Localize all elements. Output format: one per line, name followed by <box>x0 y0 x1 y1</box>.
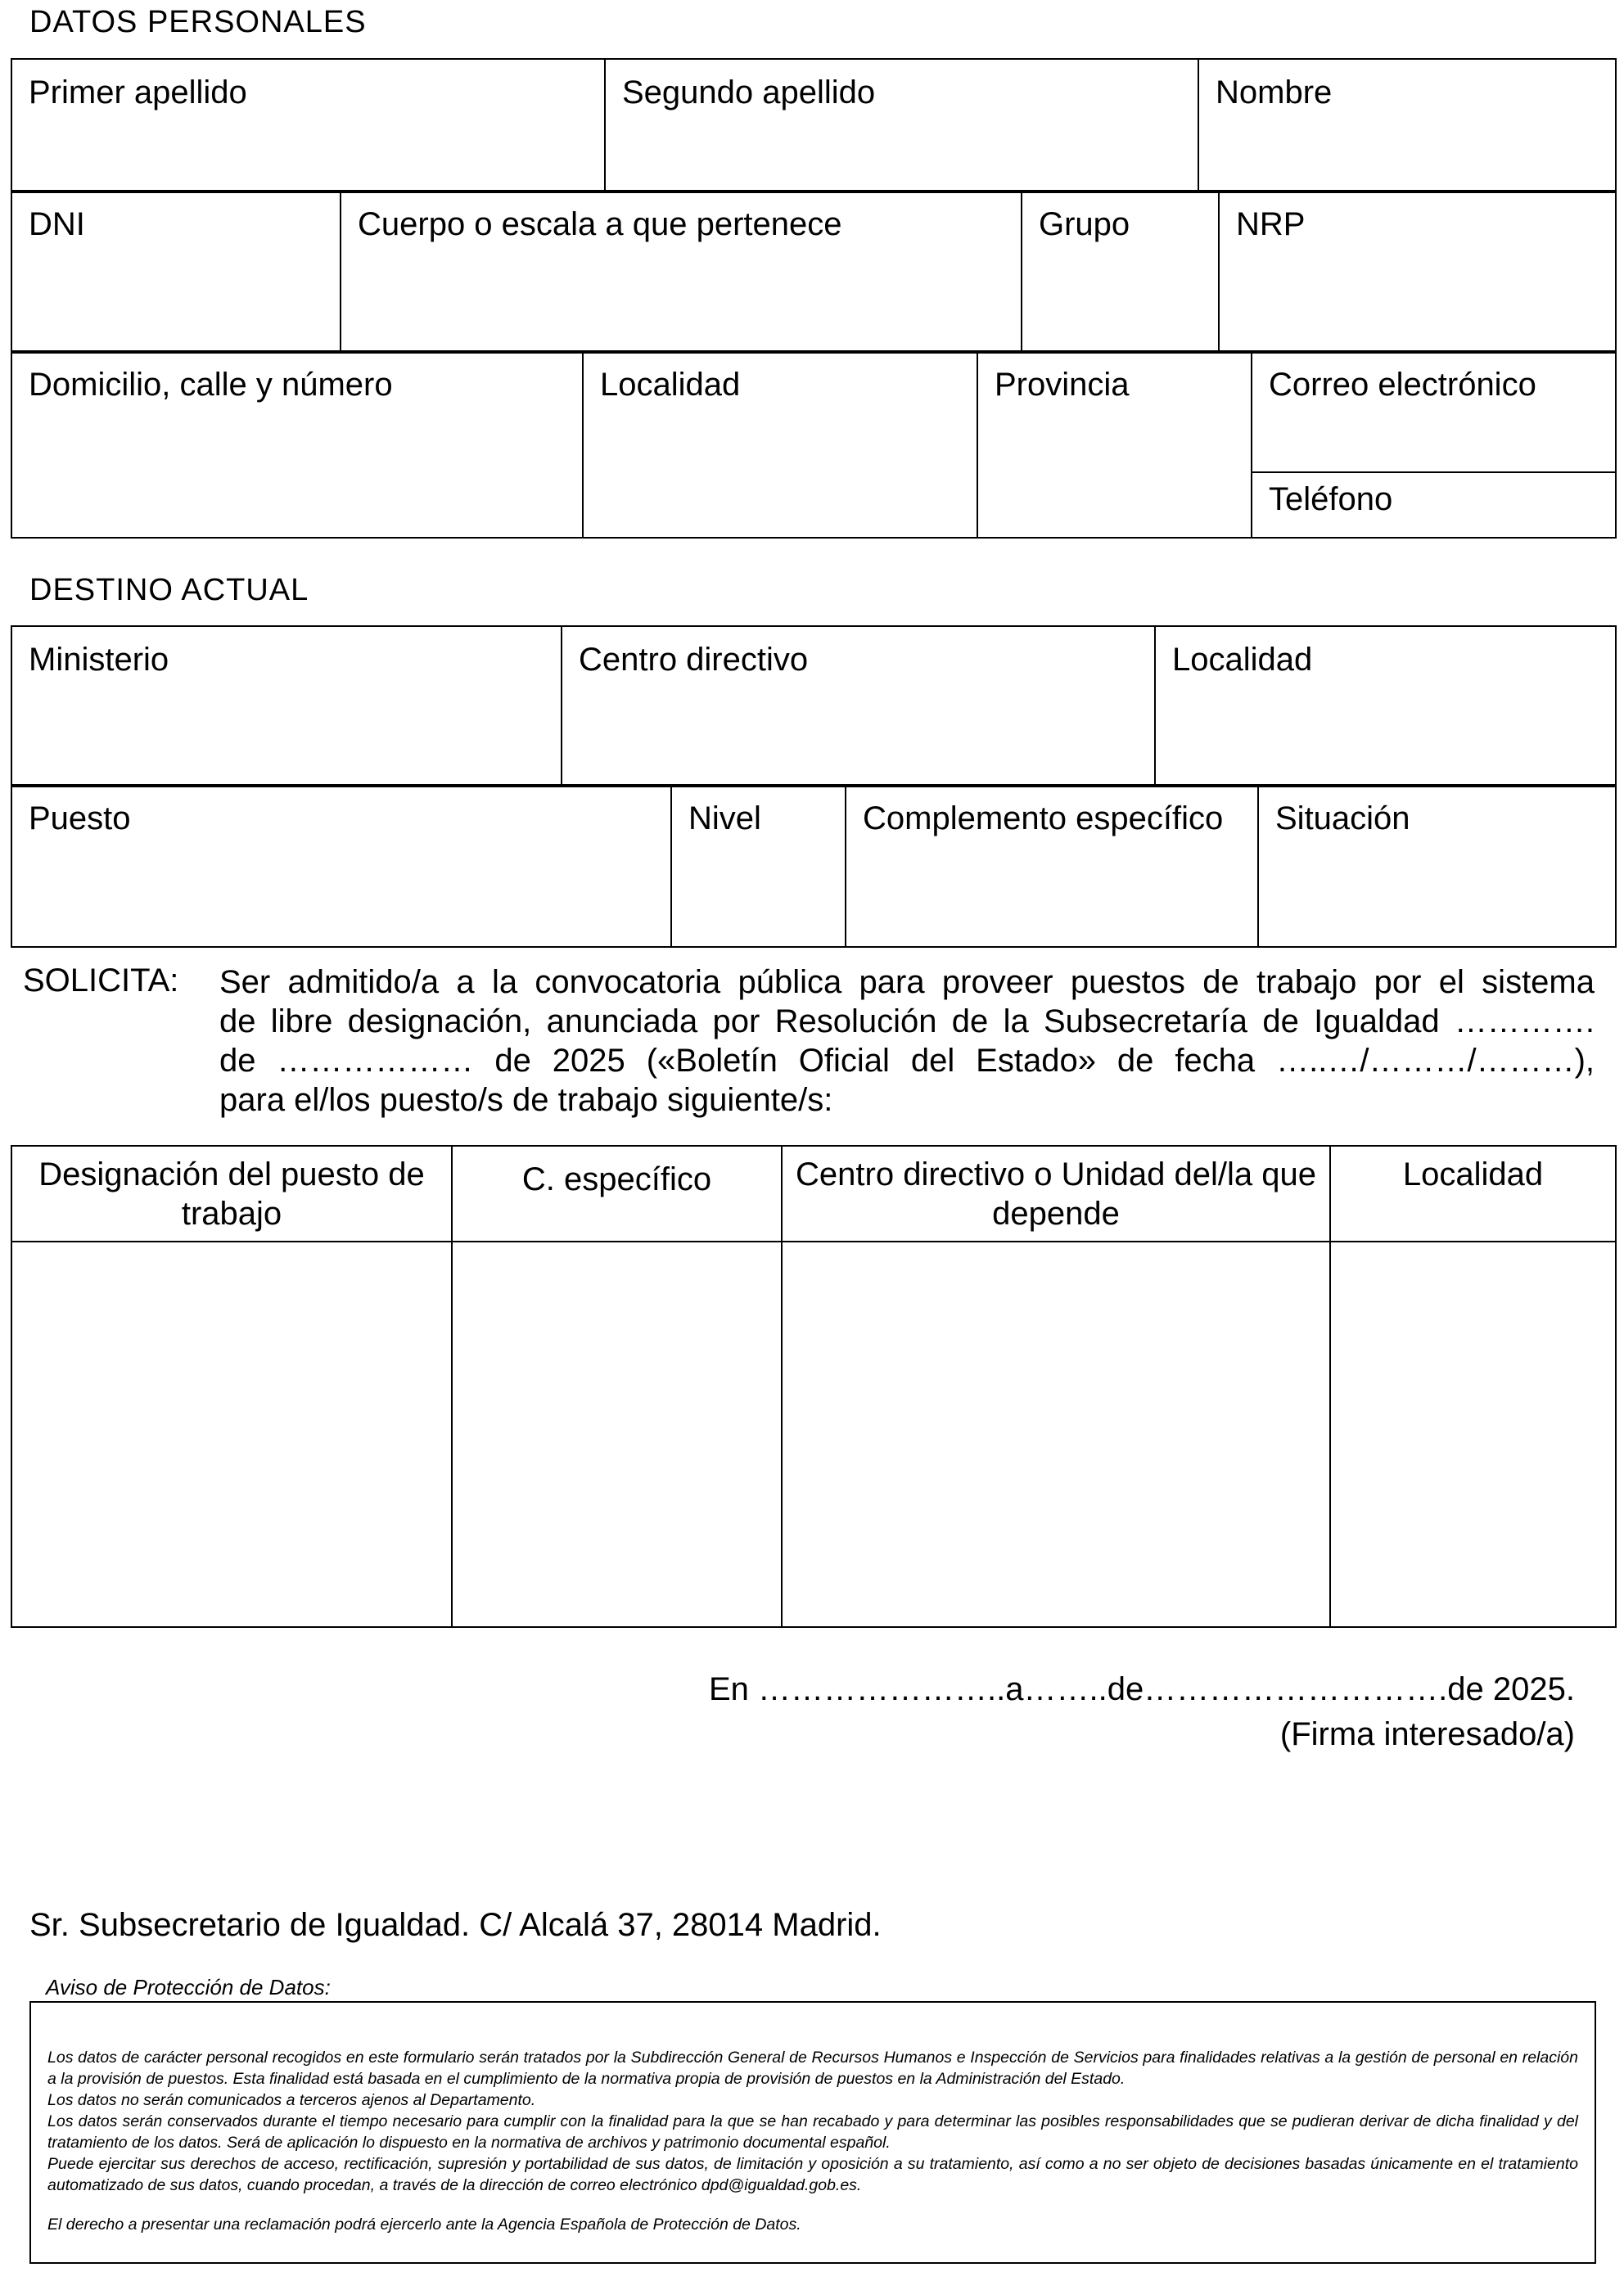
localidad-cell[interactable] <box>1330 1242 1616 1627</box>
destino-row-1 <box>11 625 1617 787</box>
personal-heading: DATOS PERSONALES <box>29 5 367 39</box>
header-designacion: Designación del puesto de trabajo <box>11 1146 452 1242</box>
privacy-paragraph-4: Puede ejercitar sus derechos de acceso, rectificación, supresión y portabilidad de sus datos, de limitación y oposición a su tratamiento, así como a no ser objeto de decisiones basadas únicamente en el tratamiento automatizado de sus datos, cuando procedan, a través de la dirección de correo electrónico dpd@igualdad.gob.es. <box>47 2155 1578 2194</box>
domicilio-field[interactable]: Domicilio, calle y número <box>11 351 583 538</box>
provincia-field[interactable]: Provincia <box>977 351 1252 538</box>
firma-label: (Firma interesado/a) <box>1279 1716 1575 1752</box>
destino-localidad-field[interactable]: Localidad <box>1155 626 1616 787</box>
destinatario: Sr. Subsecretario de Igualdad. C/ Alcalá 37, 28014 Madrid. <box>29 1907 882 1943</box>
privacy-paragraph-1: Los datos de carácter personal recogidos en este formulario serán tratados por la Subdirección General de Recursos Humanos e Inspección de Servicios para finalidades relativas a la gestión de personal en relación a la provisión de puestos. Esta finalidad está basada en el cumplimiento de la normativa propia de provisión de puestos en la Administración del Estado. <box>47 2049 1578 2088</box>
puestos-entry-row <box>11 1242 1616 1627</box>
personal-row-2 <box>11 190 1617 354</box>
privacy-paragraph-5: El derecho a presentar una reclamación podrá ejercerlo ante la Agencia Española de Protección de Datos. <box>47 2216 801 2234</box>
centro-directivo-field[interactable]: Centro directivo <box>562 626 1155 787</box>
puestos-header-row <box>11 1146 1616 1242</box>
solicita-line-4: para el/los puesto/s de trabajo siguiente/s: <box>219 1082 833 1118</box>
dni-field[interactable]: DNI <box>11 191 341 353</box>
correo-field[interactable]: Correo electrónico <box>1252 351 1616 472</box>
telefono-field[interactable]: Teléfono <box>1252 472 1616 538</box>
grupo-field[interactable]: Grupo <box>1022 191 1219 353</box>
puesto-field[interactable]: Puesto <box>11 785 671 947</box>
header-centro-directivo: Centro directivo o Unidad del/la que depende <box>782 1146 1330 1242</box>
privacy-paragraph-2: Los datos no serán comunicados a terceros ajenos al Departamento. <box>47 2091 536 2109</box>
personal-row-3 <box>11 350 1617 539</box>
header-localidad: Localidad <box>1330 1146 1616 1242</box>
solicita-label: SOLICITA: <box>23 962 179 999</box>
ministerio-field[interactable]: Ministerio <box>11 626 562 787</box>
privacy-box <box>29 2001 1596 2264</box>
nivel-field[interactable]: Nivel <box>671 785 846 947</box>
personal-row-1 <box>11 58 1617 193</box>
privacy-title: Aviso de Protección de Datos: <box>46 1975 331 1999</box>
cuerpo-field[interactable]: Cuerpo o escala a que pertenece <box>341 191 1022 353</box>
c-especifico-cell[interactable] <box>452 1242 782 1627</box>
privacy-paragraph-3: Los datos serán conservados durante el tiempo necesario para cumplir con la finalidad para la que se han recabado y para determinar las posibles responsabilidades que se pudieran derivar de dicha finalidad y del tratamiento de los datos. Será de aplicación lo dispuesto en la normativa de archivos y patrimonio documental español. <box>47 2112 1578 2152</box>
designacion-cell[interactable] <box>11 1242 452 1627</box>
solicita-line-3: de ……………… de 2025 («Boletín Oficial del Estado» de fecha …..…/………/………), <box>219 1043 1595 1079</box>
destino-heading: DESTINO ACTUAL <box>29 573 309 607</box>
nrp-field[interactable]: NRP <box>1219 191 1616 353</box>
puestos-table <box>11 1145 1617 1628</box>
complemento-field[interactable]: Complemento específico <box>846 785 1258 947</box>
nombre-field[interactable]: Nombre <box>1198 59 1616 192</box>
solicita-text <box>219 962 1595 1120</box>
header-c-especifico: C. específico <box>452 1146 782 1242</box>
situacion-field[interactable]: Situación <box>1258 785 1616 947</box>
primer-apellido-field[interactable]: Primer apellido <box>11 59 605 192</box>
firma-line: En …………………..a……..de……………………….de 2025. <box>708 1671 1575 1707</box>
segundo-apellido-field[interactable]: Segundo apellido <box>605 59 1198 192</box>
destino-row-2 <box>11 784 1617 948</box>
solicita-line-1: Ser admitido/a a la convocatoria pública para proveer puestos de trabajo por el sistema <box>219 964 1595 1000</box>
solicita-line-2: de libre designación, anunciada por Resolución de la Subsecretaría de Igualdad …………. <box>219 1003 1595 1039</box>
centro-directivo-cell[interactable] <box>782 1242 1330 1627</box>
localidad-field[interactable]: Localidad <box>583 351 977 538</box>
